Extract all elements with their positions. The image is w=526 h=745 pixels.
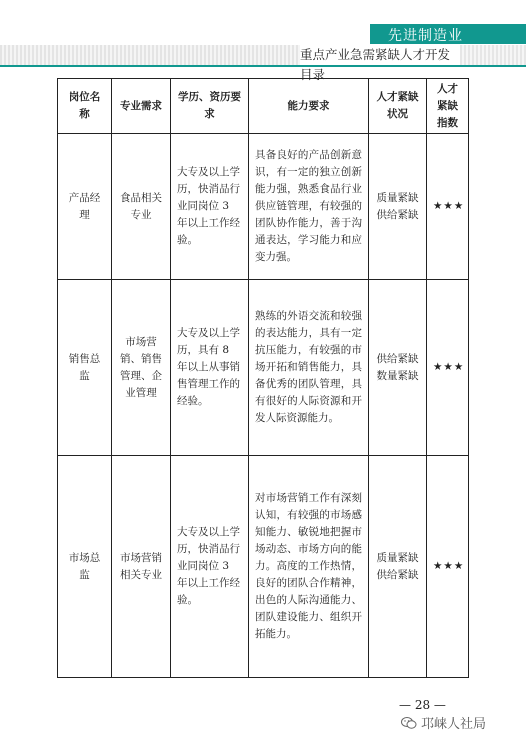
header-divider xyxy=(0,65,526,67)
cell-status: 质量紧缺供给紧缺 xyxy=(369,134,427,280)
cell-ability: 熟练的外语交流和较强的表达能力，具有一定抗压能力，有较强的市场开拓和销售能力，具备优秀的团队管理，具有很好的人际资源和开发人际资源能力。 xyxy=(249,280,369,456)
wechat-icon xyxy=(401,716,417,730)
cell-status: 质量紧缺供给紧缺 xyxy=(369,456,427,678)
catalog-subtitle: 重点产业急需紧缺人才开发目录 xyxy=(300,45,460,65)
cell-education: 大专及以上学历，具有 8 年以上从事销售管理工作的经验。 xyxy=(171,280,249,456)
cell-position: 产品经理 xyxy=(58,134,112,280)
header-stripe-right xyxy=(460,45,526,65)
cell-status: 供给紧缺数量紧缺 xyxy=(369,280,427,456)
watermark-text: 邛崃人社局 xyxy=(421,717,487,732)
talent-table xyxy=(57,78,469,678)
cell-index: ★★★ xyxy=(427,280,469,456)
watermark xyxy=(401,713,486,732)
table-row xyxy=(58,280,469,456)
section-tab-title: 先进制造业 xyxy=(388,28,463,44)
header-stripe-left xyxy=(0,45,300,65)
page-number: — 28 — xyxy=(399,698,446,712)
cell-position: 市场总监 xyxy=(58,456,112,678)
table-row xyxy=(58,456,469,678)
cell-education: 大专及以上学历，快消品行业同岗位 3 年以上工作经验。 xyxy=(171,134,249,280)
cell-position: 销售总监 xyxy=(58,280,112,456)
cell-index: ★★★ xyxy=(427,134,469,280)
col-header-index: 人才紧缺指数 xyxy=(427,79,469,134)
col-header-ability: 能力要求 xyxy=(249,79,369,134)
col-header-major: 专业需求 xyxy=(112,79,171,134)
cell-major: 市场营销相关专业 xyxy=(112,456,171,678)
col-header-education: 学历、资历要求 xyxy=(171,79,249,134)
col-header-status: 人才紧缺状况 xyxy=(369,79,427,134)
cell-ability: 对市场营销工作有深刻认知，有较强的市场感知能力、敏锐地把握市场动态、市场方向的能力。高度的工作热情，良好的团队合作精神，出色的人际沟通能力、团队建设能力、组织开拓能力。 xyxy=(249,456,369,678)
cell-major: 食品相关专业 xyxy=(112,134,171,280)
cell-ability: 具备良好的产品创新意识，有一定的独立创新能力强，熟悉食品行业供应链管理，有较强的团队协作能力，善于沟通表达，学习能力和应变力强。 xyxy=(249,134,369,280)
section-tab xyxy=(370,24,526,44)
cell-education: 大专及以上学历，快消品行业同岗位 3 年以上工作经验。 xyxy=(171,456,249,678)
cell-major: 市场营销、销售管理、企业管理 xyxy=(112,280,171,456)
cell-index: ★★★ xyxy=(427,456,469,678)
col-header-position: 岗位名称 xyxy=(58,79,112,134)
table-header-row xyxy=(58,79,469,134)
table-row xyxy=(58,134,469,280)
